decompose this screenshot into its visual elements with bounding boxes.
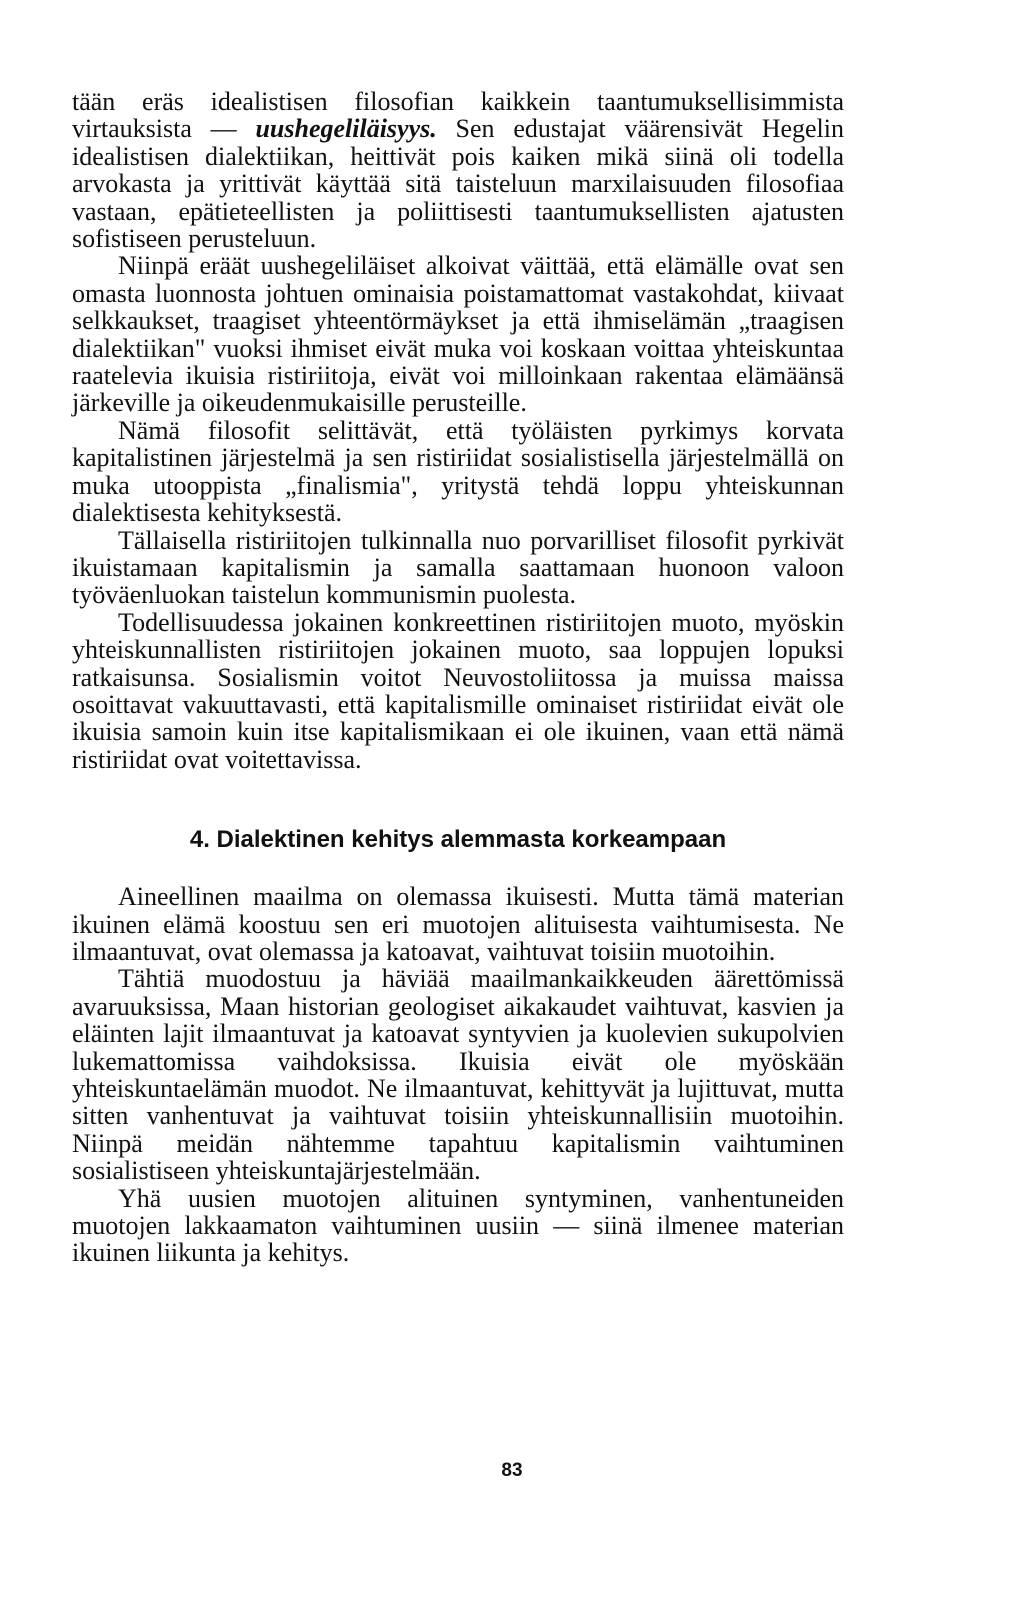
paragraph: Yhä uusien muotojen alituinen syntyminen, vanhentuneiden muotojen lakkaamaton vaihtuminen uusiin — siinä ilmenee materian ikuinen liikunta ja kehitys.	[72, 1183, 844, 1268]
paragraph-text: Sen edustajat väärensivät Hegelin idealistisen dialektiikan, heittivät pois kaiken mikä siinä oli todella arvokasta ja yrittivät käyttää sitä taisteluun marxilaisuuden filosofiaa vastaan, epätieteellisten ja poliittisesti taantumuksellisten ajatusten sofistiseen perusteluun.	[72, 114, 844, 254]
paragraph: Aineellinen maailma on olemassa ikuisesti. Mutta tämä materian ikuinen elämä koostuu sen eri muotojen alituisesta vaihtumisesta. Ne ilmaantuvat, ovat olemassa ja katoavat, vaihtuvat toisiin muotoihin.	[72, 882, 844, 966]
section-heading: 4. Dialektinen kehitys alemmasta korkeampaan	[189, 826, 727, 854]
paragraph: Tähtiä muodostuu ja häviää maailmankaikkeuden äärettömissä avaruuksissa, Maan historian geologiset aikakaudet vaihtuvat, kasvien ja eläinten lajit ilmaantuvat ja katoavat syntyvien ja kuolevien sukupolvien lukemattomissa vaihdoksissa. Ikuisia eivät ole myöskään yhteiskuntaelämän muodot. Ne ilmaantuvat, kehittyvät ja lujittuvat, mutta sitten vanhentuvat ja vaihtuvat toisiin yhteiskunnallisiin muotoihin. Niinpä meidän nähtemme tapahtuu kapitalismin vaihtuminen sosialistiseen yhteiskuntajärjestelmään.	[72, 964, 844, 1186]
paragraph-text: tään eräs idealistisen filosofian kaikkein taantumuksellisimmista virtauksista —	[72, 87, 844, 144]
page-body	[72, 88, 844, 1267]
paragraph: Niinpä eräät uushegeliläiset alkoivat väittää, että elämälle ovat sen omasta luonnosta johtuen ominaisia poistamattomat vastakohdat, kiivaat selkkaukset, traagiset yhteentörmäykset ja että ihmiselämän „traagisen dialektiikan" vuoksi ihmiset eivät muka voi koskaan voittaa yhteiskuntaa raatelevia ikuisia ristiriitoja, eivät voi milloinkaan rakentaa elämäänsä järkeville ja oikeudenmukaisille perusteille.	[72, 251, 844, 418]
emphasis-term: uushegeliläisyys.	[255, 114, 437, 144]
paragraph: Tällaisella ristiriitojen tulkinnalla nuo porvarilliset filosofit pyrkivät ikuistamaan kapitalismin ja samalla saattamaan huonoon valoon työväenluokan taistelun kommunismin puolesta.	[72, 525, 844, 610]
paragraph: Nämä filosofit selittävät, että työläisten pyrkimys korvata kapitalistinen järjestelmä ja sen ristiriidat sosialistisella järjestelmällä on muka utooppista „finalismia", yritystä tehdä loppu yhteiskunnan dialektisesta kehityksestä.	[72, 415, 844, 528]
paragraph	[72, 88, 844, 252]
page-number: 83	[501, 1460, 523, 1481]
paragraph: Todellisuudessa jokainen konkreettinen ristiriitojen muoto, myöskin yhteiskunnallisten ristiriitojen jokainen muoto, saa loppujen lopuksi ratkaisunsa. Sosialismin voitot Neuvostoliitossa ja muissa maissa osoittavat vakuuttavasti, että kapitalismille ominaiset ristiriidat eivät ole ikuisia samoin kuin itse kapitalismikaan ei ole ikuinen, vaan että nämä ristiriidat ovat voitettavissa.	[72, 607, 844, 774]
